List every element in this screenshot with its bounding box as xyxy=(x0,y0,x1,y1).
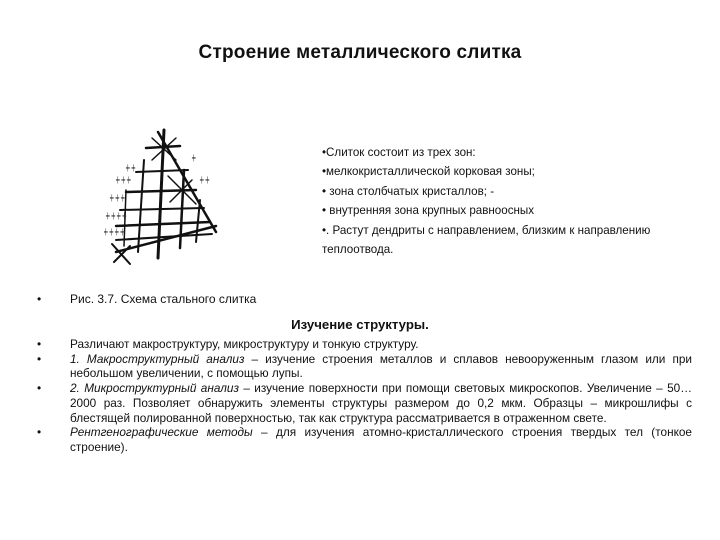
list-item xyxy=(37,352,692,381)
item-lead: 1. Макроструктурный анализ xyxy=(70,351,245,366)
item-text: – изучение строения металлов и сплавов невооруженным глазом или при небольшом увеличении, с помощью лупы. xyxy=(70,351,692,381)
caption-text: Рис. 3.7. Схема стального слитка xyxy=(70,292,257,306)
zones-line: •. Растут дендриты с направлением, близким к направлению теплоотвода. xyxy=(322,223,651,257)
zones-line: • зона столбчатых кристаллов; - xyxy=(322,184,495,198)
bullet: • xyxy=(37,351,42,366)
item-lead: Рентгенографические методы xyxy=(70,425,253,440)
svg-text:╪ ╪ ╪ ╪: ╪ ╪ ╪ ╪ xyxy=(104,229,125,236)
svg-text:╪ ╪ ╪: ╪ ╪ ╪ xyxy=(116,177,131,184)
svg-text:╪ ╪: ╪ ╪ xyxy=(200,177,210,184)
zones-line: •Слиток состоит из трех зон: xyxy=(322,146,476,159)
bullet: • xyxy=(37,337,42,351)
svg-text:╪ ╪ ╪ ╪: ╪ ╪ ╪ ╪ xyxy=(106,213,127,220)
list-item xyxy=(37,381,692,425)
structure-list xyxy=(37,337,692,455)
bullet: • xyxy=(37,292,42,306)
svg-text:╪: ╪ xyxy=(192,155,196,162)
slide-title: Строение металлического слитка xyxy=(198,42,522,63)
ingot-zones-list xyxy=(322,143,662,259)
bullet: • xyxy=(37,381,42,396)
item-text: Различают макроструктуру, микроструктуру и тонкую структуру. xyxy=(70,337,419,351)
section-subtitle: Изучение структуры. xyxy=(291,317,429,332)
ingot-dendrite-figure xyxy=(96,120,226,270)
item-text: – изучение поверхности при помощи световых микроскопов. Увеличение – 50…2000 раз. Позволяет обнаружить элементы структуры размером до 0,2 мкм. Образцы – микрошлифы с блестящей полированной поверхностью, так как структура рассматривается в отраженном свете. xyxy=(70,381,693,425)
svg-text:╪ ╪: ╪ ╪ xyxy=(126,165,136,172)
list-item xyxy=(37,337,692,352)
list-item xyxy=(37,425,692,454)
item-lead: 2. Микроструктурный анализ xyxy=(70,381,239,396)
zones-line: • внутренняя зона крупных равноосных xyxy=(322,204,535,218)
item-text: – для изучения атомно-кристаллического строения твердых тел (тонкое строение). xyxy=(70,425,692,454)
bullet: • xyxy=(37,425,42,440)
svg-text:╪ ╪ ╪: ╪ ╪ ╪ xyxy=(110,195,125,202)
zones-line: •мелкокристаллической корковая зоны; xyxy=(322,165,535,179)
